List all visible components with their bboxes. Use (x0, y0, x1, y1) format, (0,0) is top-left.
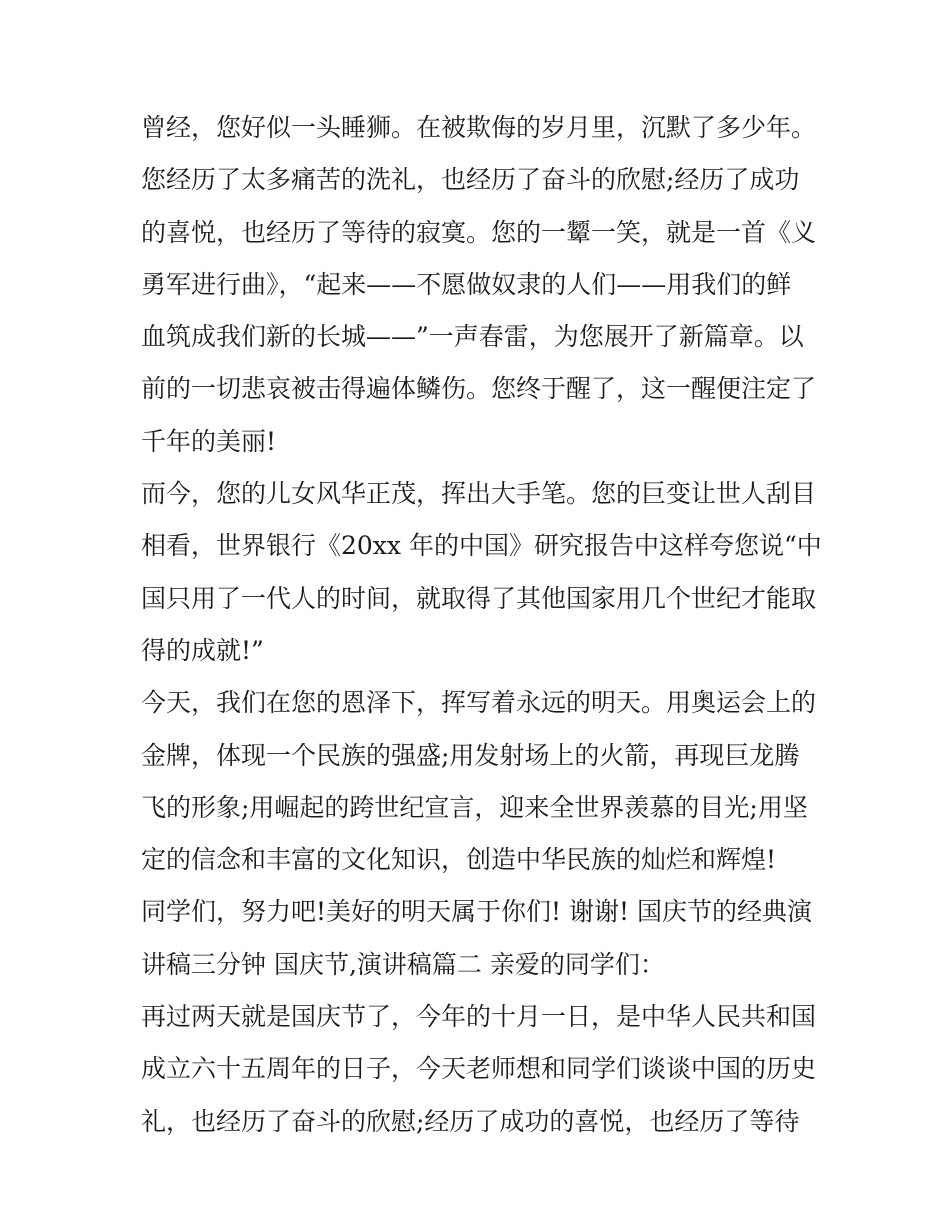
text-line: 定的信念和丰富的文化知识，创造中华民族的灿烂和辉煌! (141, 845, 777, 875)
text-line: 今天，我们在您的恩泽下，挥写着永远的明天。用奥运会上的 (141, 688, 817, 718)
text-line: 前的一切悲哀被击得遍体鳞伤。您终于醒了，这一醒便注定了 (141, 374, 817, 404)
text-line: 飞的形象;用崛起的跨世纪宣言，迎来全世界羡慕的目光;用坚 (141, 792, 808, 822)
text-line: 相看，世界银行《20xx 年的中国》研究报告中这样夸您说“中 (141, 531, 822, 561)
text-line: 的喜悦，也经历了等待的寂寞。您的一颦一笑，就是一首《义 (141, 217, 817, 247)
text-line: 您经历了太多痛苦的洗礼，也经历了奋斗的欣慰;经历了成功 (141, 165, 800, 195)
text-line: 金牌，体现一个民族的强盛;用发射场上的火箭，再现巨龙腾 (141, 740, 800, 770)
body-text (141, 102, 822, 1148)
text-line: 礼，也经历了奋斗的欣慰;经历了成功的喜悦，也经历了等待 (141, 1106, 800, 1136)
text-line: 曾经，您好似一头睡狮。在被欺侮的岁月里，沉默了多少年。 (141, 113, 817, 142)
text-line: 勇军进行曲》，“起来——不愿做奴隶的人们——用我们的鲜 (141, 269, 792, 299)
text-line: 成立六十五周年的日子，今天老师想和同学们谈谈中国的历史 (141, 1054, 817, 1084)
text-line: 再过两天就是国庆节了，今年的十月一日，是中华人民共和国 (141, 1002, 817, 1032)
text-line: 血筑成我们新的长城——”一声春雷，为您展开了新篇章。以 (141, 322, 804, 352)
text-line: 千年的美丽! (141, 426, 277, 456)
text-line: 得的成就!” (141, 635, 264, 665)
text-line: 而今，您的儿女风华正茂，挥出大手笔。您的巨变让世人刮目 (141, 479, 817, 509)
text-line: 同学们，努力吧!美好的明天属于你们! 谢谢! 国庆节的经典演 (141, 897, 813, 927)
text-line: 国只用了一代人的时间，就取得了其他国家用几个世纪才能取 (141, 583, 817, 613)
text-line: 讲稿三分钟 国庆节,演讲稿篇二 亲爱的同学们： (141, 949, 665, 979)
